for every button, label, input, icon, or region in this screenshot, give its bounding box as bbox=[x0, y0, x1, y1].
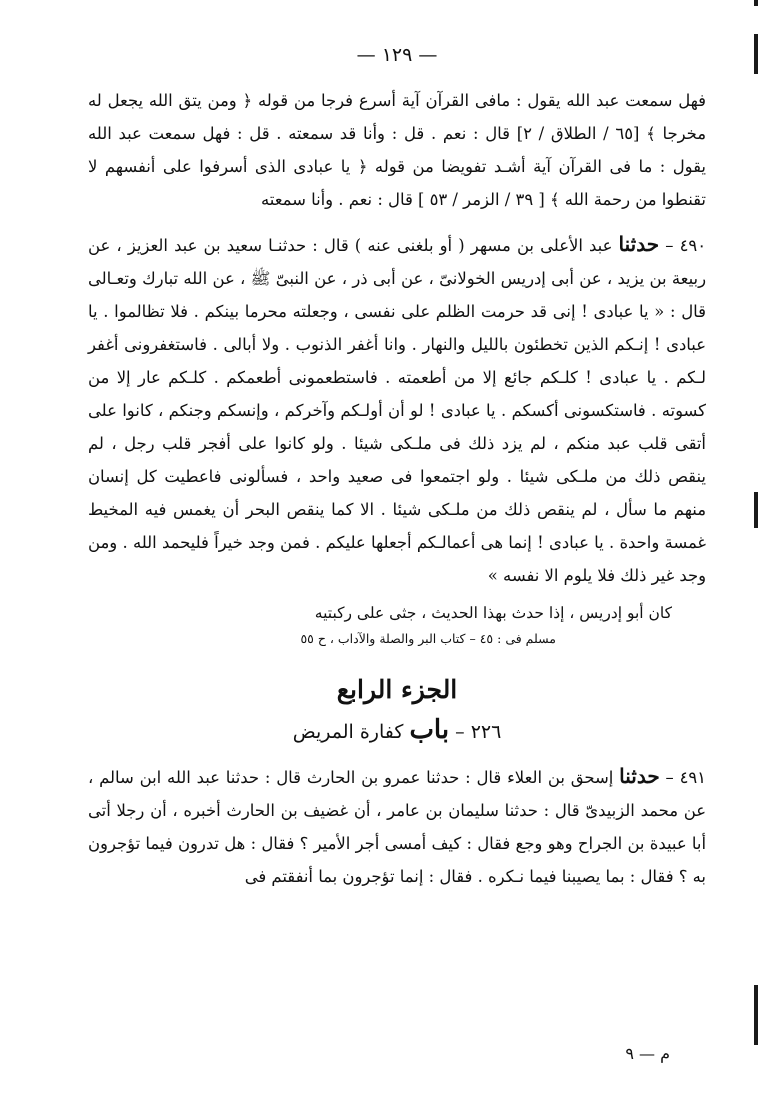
page-edge-mark-top bbox=[754, 0, 758, 6]
chapter-bab-word: باب bbox=[409, 715, 450, 745]
hadith-491 bbox=[88, 760, 706, 893]
page-number: — ١٢٩ — bbox=[356, 44, 438, 66]
chapter-heading bbox=[88, 710, 706, 752]
footer-signature: م — ٩ bbox=[625, 1044, 670, 1063]
chapter-title: كفارة المريض bbox=[292, 721, 404, 743]
hadith-491-text: إسحق بن العلاء قال : حدثنا عمرو بن الحارث قال : حدثنا عبد الله ابن سالم ، عن محمد الزبيدىّ قال : حدثنا سليمان بن عامر ، أن غضيف بن الحارث أخبره ، أن رجلا أتى أبا عبيدة بن الجراح وهو وجع فقال : كيف أمسى أجر الأمير ؟ فقال : هل تدرون فيما تؤجرون به ؟ فقال : بما يصيبنا فيما نـكره . فقال : إنما تؤجرون بما أنفقتم فى bbox=[88, 768, 706, 886]
page-edge-mark-middle bbox=[754, 492, 758, 528]
narrator-note: كان أبو إدريس ، إذا حدث بهذا الحديث ، جثى على ركبتيه bbox=[314, 604, 672, 622]
continuation-paragraph: فهل سمعت عبد الله يقول : مافى القرآن آية أسرع فرجا من قوله ﴿ ومن يتق الله يجعل له مخرجا ﴾ [٦٥ / الطلاق / ٢] قال : نعم . قل : وأنا قد سمعته . قل : فهل سمعت عبد الله يقول : ما فى القرآن آية أشـد تفويضا من قوله ﴿ يا عبادى الذى أسرفوا على أنفسهم لا تقنطوا من رحمة الله ﴾ [ ٣٩ / الزمر / ٥٣ ] قال : نعم . وأنا سمعته bbox=[88, 91, 706, 209]
hadith-490-keyword: حدثنا bbox=[618, 232, 660, 256]
page-edge-mark-bottom bbox=[754, 985, 758, 1045]
chapter-number: ٢٢٦ – bbox=[455, 721, 502, 743]
hadith-491-keyword: حدثنا bbox=[619, 764, 660, 788]
hadith-491-number: ٤٩١ – bbox=[665, 768, 706, 787]
page-edge-mark-upper bbox=[754, 34, 758, 74]
hadith-490 bbox=[88, 228, 706, 592]
book-page bbox=[88, 44, 706, 893]
hadith-490-text: عبد الأعلى بن مسهر ( أو بلغنى عنه ) قال : حدثنـا سعيد بن عبد العزيز ، عن ربيعة بن يزيد ، عن أبى إدريس الخولانىّ ، عن أبى ذر ، عن النبىّ ﷺ ، عن الله تبارك وتعـالى قال : « يا عبادى ! إنى قد حرمت الظلم على نفسى ، وجعلته محرما بينكم . فلا تظالموا . يا عبادى ! إنـكم الذين تخطئون بالليل والنهار . وانا أغفر الذنوب . ولا أبالى . فاستغفرونى أغفر لـكم . يا عبادى ! كلـكم جائع إلا من أطعمته . فاستطعمونى أطعمكم . كلـكم عار إلا من كسوته . فاستكسونى أكسكم . يا عبادى ! لو أن أولـكم وآخركم ، وإنسكم وجنكم ، كانوا على أتقى قلب عبد منكم ، لم يزد ذلك فى ملـكى شيئا . ولو كانوا على أفجر قلب رجل ، لم ينقص ذلك من ملـكى شيئا . ولو اجتمعوا فى صعيد واحد ، فسألونى فاعطيت كل إنسان منهم ما سأل ، لم ينقص ذلك من ملـكى شيئا . الا كما ينقص البحر أن يغمس فيه المخيط غمسة واحدة . يا عبادى ! إنما هى أعمالـكم أجعلها عليكم . فمن وجد خيراً فليحمد الله . ومن وجد غير ذلك فلا يلوم الا نفسه » bbox=[88, 236, 706, 585]
source-reference: مسلم فى : ٤٥ – كتاب البر والصلة والآداب ، ح ٥٥ bbox=[300, 631, 556, 646]
part-title: الجزء الرابع bbox=[336, 675, 458, 704]
hadith-490-number: ٤٩٠ – bbox=[665, 236, 707, 255]
